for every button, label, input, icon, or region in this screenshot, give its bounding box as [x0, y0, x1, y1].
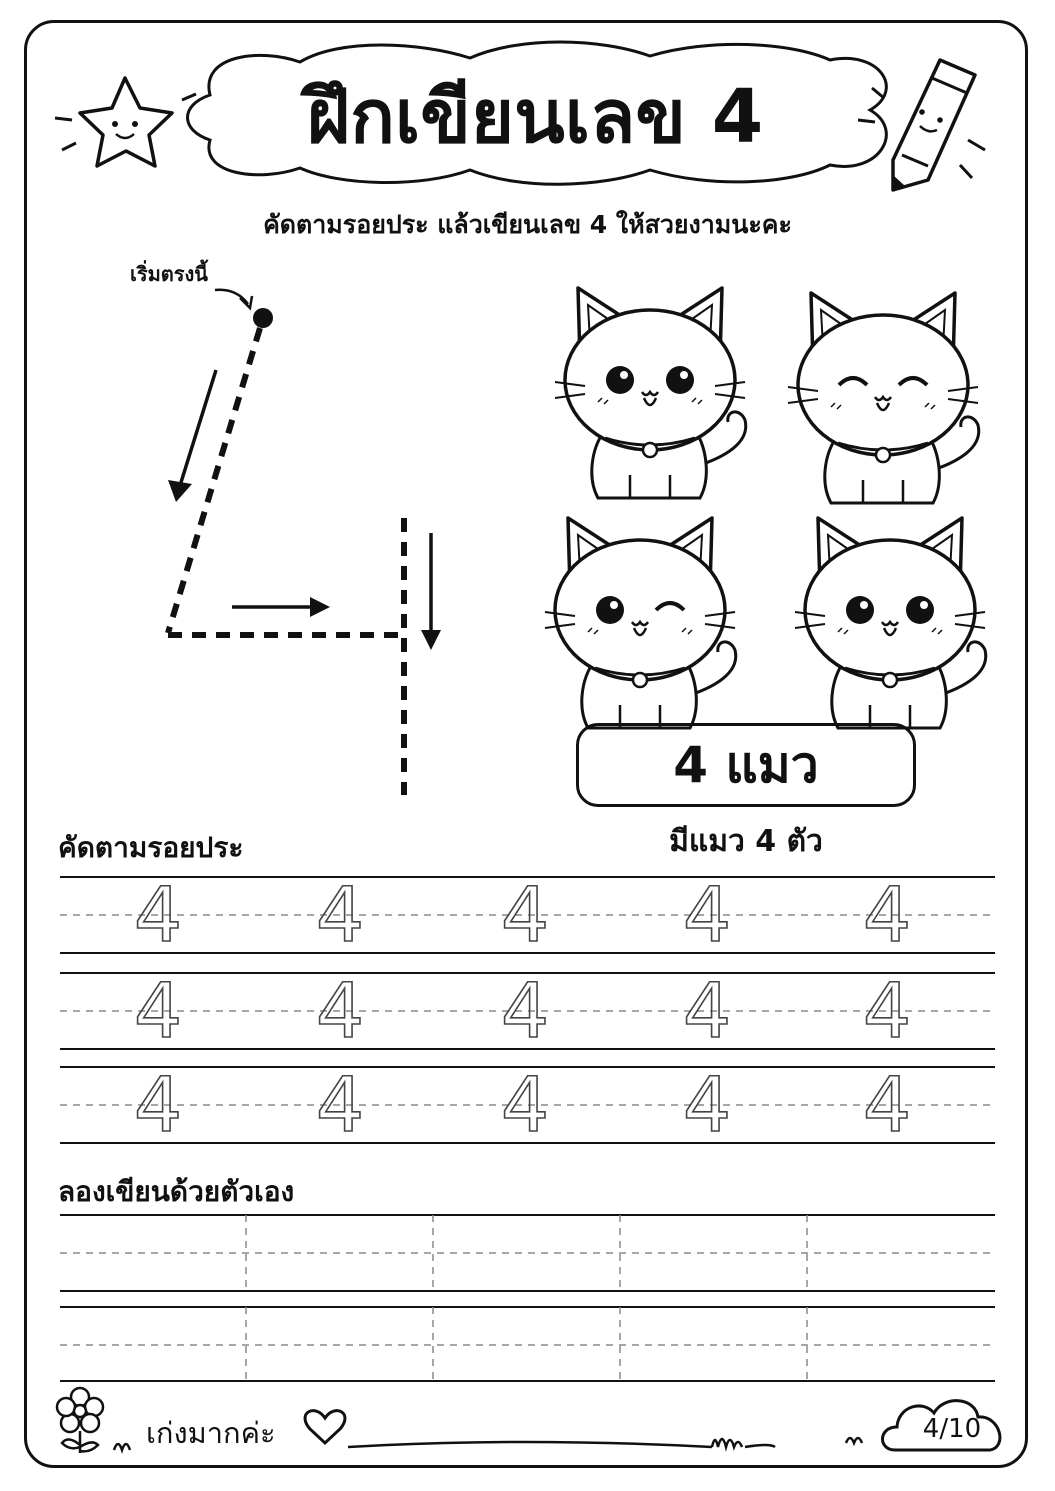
start-here-label: เริ่มตรงนี้: [130, 262, 208, 286]
arrow-right-icon: [232, 597, 330, 617]
trace-digit: 4: [682, 1060, 732, 1149]
trace-digit: 4: [315, 966, 365, 1055]
trace-digit: 4: [500, 966, 550, 1055]
star-icon: [55, 78, 196, 166]
free-writing-heading: ลองเขียนด้วยตัวเอง: [58, 1175, 295, 1208]
trace-digit: 4: [133, 966, 183, 1055]
page-number: 4/10: [922, 1414, 982, 1444]
flower-icon: [57, 1388, 103, 1453]
trace-digit: 4: [682, 966, 732, 1055]
praise-text: เก่งมากค่ะ: [146, 1416, 276, 1450]
cat-icon: [788, 293, 979, 503]
trace-digit: 4: [862, 1060, 912, 1149]
trace-digit: 4: [862, 966, 912, 1055]
arrow-down-left-icon: [168, 370, 216, 502]
cat-icon: [795, 518, 986, 728]
start-dot: [253, 308, 273, 328]
cat-count-caption: มีแมว 4 ตัว: [669, 824, 823, 859]
cat-icon: [555, 288, 746, 498]
cat-icon: [545, 518, 736, 728]
trace-digit: 4: [315, 1060, 365, 1149]
trace-digit: 4: [862, 870, 912, 959]
trace-digit: 4: [500, 1060, 550, 1149]
free-writing-lines: [0, 1200, 1055, 1390]
heart-icon: [305, 1411, 345, 1443]
trace-digit: 4: [315, 870, 365, 959]
trace-digit: 4: [133, 870, 183, 959]
big-numeral-guide: [0, 240, 520, 810]
trace-heading: คัดตามรอยประ: [58, 831, 244, 864]
trace-digit: 4: [133, 1060, 183, 1149]
cat-count-box: 4 แมว: [576, 723, 916, 807]
arrow-down-icon: [421, 533, 441, 650]
instructions: คัดตามรอยประ แล้วเขียนเลข 4 ให้สวยงามนะคะ: [263, 210, 792, 239]
cats-illustration: [535, 275, 1005, 730]
trace-digit: 4: [500, 870, 550, 959]
ground-line: [348, 1442, 775, 1447]
page-title: ฝึกเขียนเลข 4: [306, 74, 764, 160]
trace-digit: 4: [682, 870, 732, 959]
